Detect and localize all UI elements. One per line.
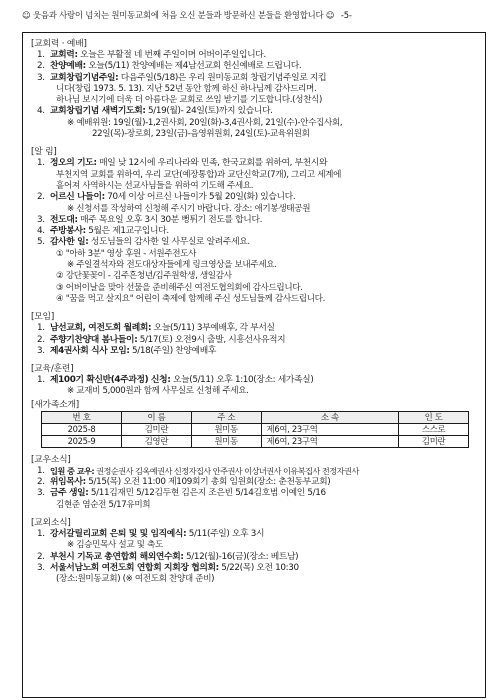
column-header: 주 소 [191,411,261,423]
list-item: 3. 교회창립기념주일: 다음주일(5/18)은 우리 원미동교회 창립기념주일로 지킵 [37,72,327,83]
list-item: 1. 제100기 확신반(4주과정) 신청: 오늘(5/11) 오후 1:10(장소: 세가족실) [37,375,314,386]
table-cell: 김미란 [399,435,469,447]
new-members-section [31,400,477,448]
table-cell: 김미란 [122,423,192,435]
education-section [31,364,477,398]
list-item: 3. 전도대: 매주 목요일 오후 3시 30분 뻥튀기 전도를 합니다. [37,214,263,225]
column-header: 소 속 [261,411,399,423]
item-continuation: (장소:원미동교회) (※ 여전도회 찬양대 준비) [56,574,215,585]
list-item: 1. 입원 중 교우: 권정순권사 김옥예권사 신정자집사 안주권사 이상녀권사 이유복집사 전정자권사 [37,465,359,476]
content-frame [22,32,486,698]
item-note: ※ 신청서를 작성하여 신청해 주시기 바랍니다. 장소: 애기봉생태공원 [67,203,311,214]
table-cell: 제6여, 23구역 [261,435,399,447]
table-header-row [42,411,469,423]
meetings-section [31,312,477,357]
list-item: 1. 남선교회, 여전도회 월례회: 오늘(5/11) 3부예배후, 각 부서실 [37,323,275,334]
sub-item: ③ 어버이날을 맞아 선물을 준비해주신 여전도협의회에 감사드립니다. [56,282,303,293]
list-item: 2. 찬양예배: 오늘(5/11) 찬양예배는 제4남선교회 헌신예배로 드립니다. [37,61,302,72]
section-title-notices: [알 림] [31,147,57,158]
table-cell: 스스로 [399,423,469,435]
list-item: 5. 감사한 일: 성도님들의 감사한 일 사무실로 알려주세요. [37,237,250,248]
list-item: 2. 위임목사: 5/15(목) 오전 11:00 제109회기 총회 임원회(장소: 춘천동부교회) [37,477,331,488]
table-cell: 2025-9 [42,435,122,447]
item-note: 22일(목)-장로회, 23일(금)-음영위원회, 24일(토)-교육위원회 [92,129,310,140]
sub-item: ② 강단꽃꽂이 - 김주흔청년/김주원학생, 생일감사 [56,271,232,282]
table-cell: 제6여, 23구역 [261,423,399,435]
list-item: 4. 교회창립기념 새벽기도회: 5/19(월)- 24일(토)까지 있습니다. [37,106,273,117]
list-item: 2. 부천시 기독교 총연합회 해외연수회: 5/12(월)-16(금)(장소: 베트남) [37,551,299,562]
list-item: 1. 교회력: 오늘은 부활절 네 번째 주일이며 어버이주일입니다. [37,50,266,60]
item-note: ※ 예배위원: 19일(월)-1,2권사회, 20일(화)-3,4권사회, 21일(수)-안수집사회, [67,117,343,128]
item-continuation: 김현준 염순전 5/17유미희 [56,499,151,510]
table-row [42,423,469,435]
table-cell: 2025-8 [42,423,122,435]
new-members-table [41,411,469,448]
item-note: ※ 교재비 5,000원과 함께 사무실로 신청해 주세요. [67,386,249,397]
list-item: 3. 제4권사회 식사 모임: 5/18(주일) 찬양예배후 [37,345,216,356]
list-item: 1. 강서갈릴리교회 은퇴 및 및 임직예식: 5/11(주일) 오후 3시 [37,528,265,539]
page-number: -5- [340,10,352,20]
notices-section [31,147,477,305]
welcome-banner: ☺ 웃음과 사랑이 넘치는 원미동교회에 처음 오신 분들과 방문하신 분들을 환영합니다 ☺ [22,10,335,20]
table-cell: 원미동 [191,423,261,435]
section-title-meetings: [모임] [31,312,55,323]
list-item: 3. 금주 생일: 5/11김재민 5/12김두현 김은지 조은빈 5/14김호범 이예인 5/16 [37,488,326,499]
members-news-section [31,455,477,511]
list-item: 4. 주방봉사: 5월은 제1교구입니다. [37,226,169,237]
worship-section [31,39,477,140]
sub-item: ④ "꿈을 먹고 살지요" 어린이 축제에 함께해 주신 성도님들께 감사드립니다. [56,293,325,304]
list-item: 1. 정오의 기도: 매일 낮 12시에 우리나라와 민족, 한국교회를 위하여, 부천시와 [37,158,328,169]
item-note: ※ 김승민목사 설교 및 축도 [67,540,163,551]
item-continuation: 니다(창립 1973. 5. 13). 지난 52년 동안 함께 하신 하나님께 감사드리며. [56,83,317,94]
item-continuation: 하나님 보시기에 더욱 더 아름다운 교회로 쓰임 받기를 기도합니다.(성찬식) [56,95,322,106]
page-header [22,8,486,22]
section-title-worship: [교회력 · 예배] [31,39,87,49]
list-item: 2. 주향기찬양대 봄나들이: 5/17(토) 오전9시 출발, 시흥선사유적지 [37,334,286,345]
item-continuation: 부천지역 교회를 위하여, 우리 교단(예장통합)과 교단신학교(7개), 그리고 세계에 [56,169,342,180]
column-header: 번 호 [42,411,122,423]
list-item: 3. 서울서남노회 여전도회 연합회 지회장 협의회: 5/22(목) 오전 10:30 [37,562,299,573]
column-header: 인 도 [399,411,469,423]
outside-news-section [31,518,477,585]
list-item: 2. 어르신 나들이: 70세 이상 어르신 나들이가 5월 20일(화) 있습니다. [37,192,296,203]
section-title-members-news: [교우소식] [31,454,71,465]
column-header: 이 름 [122,411,192,423]
item-continuation: 흩어져 사역하시는 선교사님들을 위하여 기도해 주세요. [56,180,254,191]
section-title-education: [교육/훈련] [31,364,74,375]
sub-item: ① "아하 3분" 영상 후원 - 서원주전도사 [56,248,197,259]
table-cell: 원미동 [191,435,261,447]
item-note: ※ 주일결석자와 전도대상자들에게 링크영상을 보내주세요. [67,260,277,271]
table-cell: 김영란 [122,435,192,447]
table-row [42,435,469,447]
section-title-new-members: [새가족소개] [31,399,79,410]
section-title-outside-news: [교외소식] [31,517,71,528]
